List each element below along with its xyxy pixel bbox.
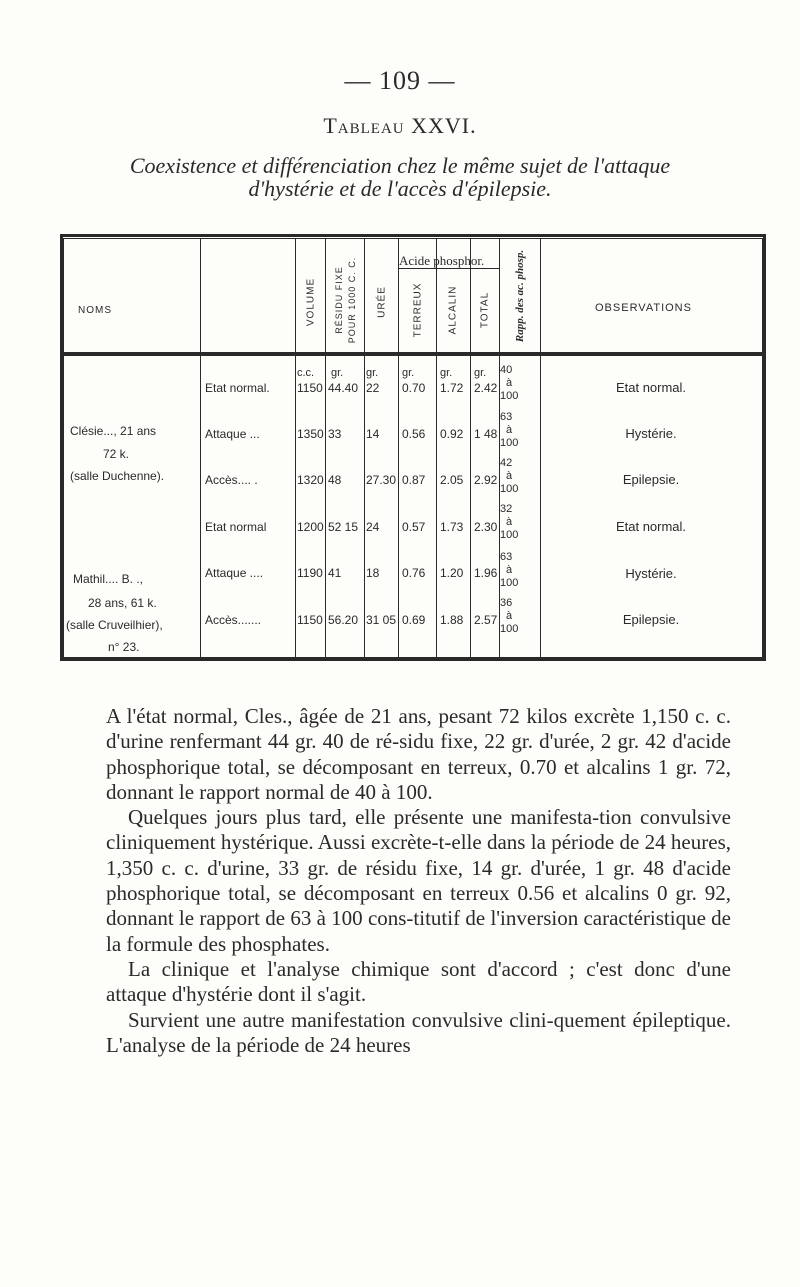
rapport-a: à <box>506 424 513 436</box>
cell-rapport <box>500 503 540 542</box>
column-divider <box>325 238 326 658</box>
header-acide-phosphor: Acide phosphor. <box>399 253 485 268</box>
cell-observation: Etat normal. <box>615 380 687 395</box>
unit-alcalin: gr. <box>440 367 453 379</box>
cell-residu: 48 <box>328 473 342 487</box>
patient-2-ward: (salle Cruveilhier), <box>66 618 163 632</box>
rapport-numerator: 40 <box>500 364 513 376</box>
table-title: Tableau XXVI. <box>323 113 477 138</box>
patient-2-number: n° 23. <box>108 640 140 654</box>
rapport-denominator: 100 <box>500 529 519 541</box>
patient-2-age: 28 ans, 61 k. <box>88 596 157 610</box>
table-subtitle-line-1: Coexistence et différenciation chez le même sujet de l'attaque <box>129 153 671 178</box>
header-volume: VOLUME <box>305 277 317 327</box>
unit-total: gr. <box>474 367 487 379</box>
cell-alcalin: 2.05 <box>440 473 464 487</box>
rapport-a: à <box>506 377 513 389</box>
cell-etat: Etat normal <box>205 520 267 534</box>
paragraph: La clinique et l'analyse chimique sont d'accord ; c'est donc d'une attaque d'hystérie dont il s'agit. <box>106 956 731 1007</box>
cell-volume: 1150 <box>297 613 323 627</box>
cell-terreux: 0.70 <box>402 381 426 395</box>
cell-etat: Attaque ... <box>205 427 260 441</box>
cell-residu: 41 <box>328 566 342 580</box>
header-noms: NOMS <box>78 305 112 316</box>
cell-total: 1.96 <box>474 566 498 580</box>
cell-terreux: 0.87 <box>402 473 426 487</box>
column-divider <box>398 238 399 658</box>
cell-rapport <box>500 551 540 590</box>
cell-alcalin: 0.92 <box>440 427 464 441</box>
cell-rapport <box>500 597 540 636</box>
cell-total: 1 48 <box>474 427 498 441</box>
cell-rapport <box>500 457 540 496</box>
column-divider <box>200 238 201 658</box>
cell-uree: 14 <box>366 427 380 441</box>
patient-1-ward: (salle Duchenne). <box>70 469 165 483</box>
cell-alcalin: 1.20 <box>440 566 464 580</box>
cell-observation: Epilepsie. <box>622 472 680 487</box>
rapport-numerator: 36 <box>500 597 513 609</box>
cell-etat: Accès.... . <box>205 473 258 487</box>
rapport-a: à <box>506 564 513 576</box>
body-text <box>106 704 731 1058</box>
rapport-denominator: 100 <box>500 437 519 449</box>
rapport-denominator: 100 <box>500 483 519 495</box>
cell-volume: 1200 <box>297 520 324 534</box>
rapport-numerator: 32 <box>500 503 513 515</box>
rapport-denominator: 100 <box>500 390 519 402</box>
patient-2-name: Mathil.... B. ., <box>73 572 144 586</box>
header-alcalin: ALCALIN <box>447 285 459 335</box>
cell-volume: 1320 <box>297 473 324 487</box>
rapport-a: à <box>506 610 513 622</box>
cell-terreux: 0.56 <box>402 427 426 441</box>
cell-total: 2.42 <box>474 381 498 395</box>
paragraph: A l'état normal, Cles., âgée de 21 ans, pesant 72 kilos excrète 1,150 c. c. d'urine renfermant 44 gr. 40 de ré-sidu fixe, 22 gr. d'urée, 2 gr. 42 d'acide phosphorique total, se décomposant en terreux, 0.70 et alcalins 1 gr. 72, donnant le rapport normal de 40 à 100. <box>106 704 731 804</box>
cell-residu: 33 <box>328 427 342 441</box>
rapport-denominator: 100 <box>500 623 519 635</box>
cell-residu: 56.20 <box>328 613 359 627</box>
cell-rapport <box>500 364 540 403</box>
cell-volume: 1150 <box>297 381 323 395</box>
unit-terreux: gr. <box>402 367 415 379</box>
unit-uree: gr. <box>366 367 379 379</box>
header-rapport: Rapp. des ac. phosp. <box>514 249 526 343</box>
header-residu: RÉSIDU FIXE <box>334 266 344 334</box>
cell-volume: 1350 <box>297 427 324 441</box>
rapport-a: à <box>506 516 513 528</box>
cell-etat: Accès....... <box>205 613 262 627</box>
cell-uree: 27.30 <box>366 473 397 487</box>
cell-observation: Hystérie. <box>625 426 677 441</box>
header-uree: URÉE <box>376 286 388 318</box>
rapport-numerator: 63 <box>500 411 513 423</box>
column-divider <box>540 238 541 658</box>
paragraph: Quelques jours plus tard, elle présente une manifesta-tion convulsive cliniquement hystérique. Aussi excrète-t-elle dans la période de 24 heures, 1,350 c. c. d'urine, 33 gr. de résidu fixe, 14 gr. d'urée, 1 gr. 48 d'acide phosphorique total, se décomposant en terreux 0.56 et alcalins 0 gr. 92, donnant le rapport de 63 à 100 cons-titutif de l'inversion caractéristique de la formule des phosphates. <box>106 805 731 956</box>
header-observations: OBSERVATIONS <box>595 302 692 314</box>
column-divider <box>470 238 471 658</box>
cell-uree: 24 <box>366 520 380 534</box>
patient-1-name: Clésie..., 21 ans <box>70 424 157 438</box>
unit-volume: c.c. <box>297 367 315 379</box>
unit-residu: gr. <box>331 367 344 379</box>
cell-uree: 18 <box>366 566 380 580</box>
patient-1-weight: 72 k. <box>103 447 130 461</box>
header-terreux: TERREUX <box>412 282 424 338</box>
cell-residu: 52 15 <box>328 520 359 534</box>
cell-alcalin: 1.73 <box>440 520 464 534</box>
header-total: TOTAL <box>479 291 491 329</box>
cell-observation: Hystérie. <box>625 566 677 581</box>
header-separator <box>63 352 763 356</box>
cell-total: 2.57 <box>474 613 498 627</box>
column-divider <box>364 238 365 658</box>
table-subtitle-line-2: d'hystérie et de l'accès d'épilepsie. <box>248 176 552 201</box>
cell-alcalin: 1.72 <box>440 381 464 395</box>
cell-total: 2.92 <box>474 473 498 487</box>
cell-etat: Attaque .... <box>205 566 264 580</box>
paragraph: Survient une autre manifestation convulsive clini-quement épileptique. L'analyse de la période de 24 heures <box>106 1007 731 1057</box>
cell-terreux: 0.76 <box>402 566 426 580</box>
cell-terreux: 0.69 <box>402 613 426 627</box>
page-number: — 109 — <box>344 66 456 95</box>
cell-volume: 1190 <box>297 566 323 580</box>
cell-total: 2.30 <box>474 520 498 534</box>
cell-etat: Etat normal. <box>205 381 270 395</box>
cell-terreux: 0.57 <box>402 520 426 534</box>
cell-alcalin: 1.88 <box>440 613 464 627</box>
cell-observation: Etat normal. <box>615 519 687 534</box>
rapport-numerator: 42 <box>500 457 513 469</box>
cell-residu: 44.40 <box>328 381 359 395</box>
cell-rapport <box>500 411 540 450</box>
header-residu-unit: POUR 1000 C. C. <box>347 256 357 344</box>
rapport-numerator: 63 <box>500 551 513 563</box>
cell-observation: Epilepsie. <box>622 612 680 627</box>
column-divider <box>436 238 437 658</box>
column-divider <box>295 238 296 658</box>
cell-uree: 31 05 <box>366 613 397 627</box>
cell-uree: 22 <box>366 381 380 395</box>
rapport-denominator: 100 <box>500 577 519 589</box>
rapport-a: à <box>506 470 513 482</box>
